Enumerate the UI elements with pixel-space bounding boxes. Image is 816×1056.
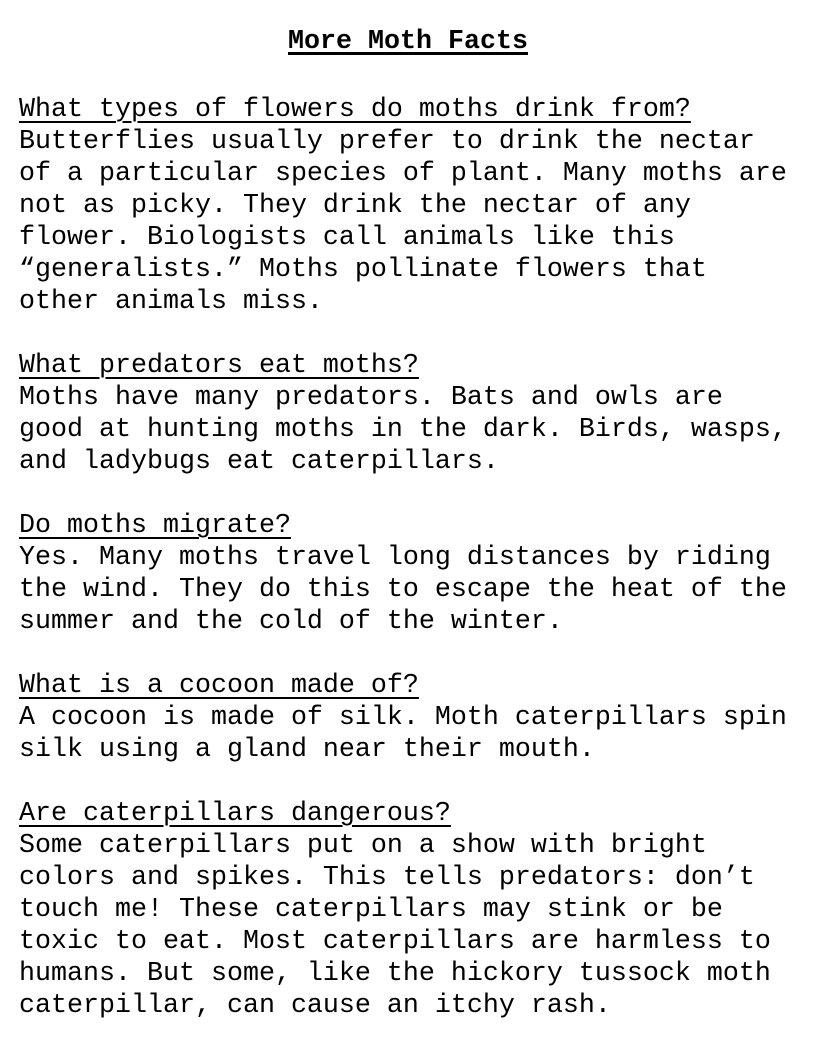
section-spacer — [19, 318, 809, 350]
answer-line: “generalists.” Moths pollinate flowers that — [19, 255, 707, 285]
page-title — [0, 24, 816, 60]
question-text: Do moths migrate? — [19, 511, 291, 541]
answer-line: good at hunting moths in the dark. Birds, wasps, — [19, 415, 787, 445]
answer-line: the wind. They do this to escape the heat of the — [19, 575, 787, 605]
answer-line: other animals miss. — [19, 287, 323, 317]
answer-line: silk using a gland near their mouth. — [19, 735, 595, 765]
section-answer — [19, 382, 809, 478]
answer-line: not as picky. They drink the nectar of any — [19, 191, 691, 221]
question-text: Are caterpillars dangerous? — [19, 799, 451, 829]
section-answer — [19, 830, 809, 1022]
section-question — [19, 350, 809, 382]
faq-section-flowers — [19, 94, 809, 318]
section-question — [19, 94, 809, 126]
section-spacer — [19, 638, 809, 670]
section-answer — [19, 126, 809, 318]
answer-line: Some caterpillars put on a show with bright — [19, 831, 707, 861]
answer-line: flower. Biologists call animals like this — [19, 223, 675, 253]
question-text: What is a cocoon made of? — [19, 671, 419, 701]
faq-section-cocoon — [19, 670, 809, 766]
section-question — [19, 798, 809, 830]
answer-line: Moths have many predators. Bats and owls are — [19, 383, 723, 413]
section-question — [19, 510, 809, 542]
page-title-text: More Moth Facts — [288, 27, 528, 57]
answer-line: touch me! These caterpillars may stink or be — [19, 895, 723, 925]
faq-section-migration — [19, 510, 809, 638]
section-answer — [19, 702, 809, 766]
document-body — [19, 94, 809, 1022]
question-text: What predators eat moths? — [19, 351, 419, 381]
section-answer — [19, 542, 809, 638]
answer-line: colors and spikes. This tells predators: don’t — [19, 863, 755, 893]
faq-section-caterpillars — [19, 798, 809, 1022]
answer-line: toxic to eat. Most caterpillars are harmless to — [19, 927, 771, 957]
answer-line: Butterflies usually prefer to drink the nectar — [19, 127, 755, 157]
answer-line: Yes. Many moths travel long distances by riding — [19, 543, 771, 573]
answer-line: humans. But some, like the hickory tussock moth — [19, 959, 771, 989]
section-spacer — [19, 766, 809, 798]
section-question — [19, 670, 809, 702]
answer-line: caterpillar, can cause an itchy rash. — [19, 991, 611, 1021]
faq-section-predators — [19, 350, 809, 478]
question-text: What types of flowers do moths drink from? — [19, 95, 691, 125]
section-spacer — [19, 478, 809, 510]
answer-line: and ladybugs eat caterpillars. — [19, 447, 499, 477]
answer-line: summer and the cold of the winter. — [19, 607, 563, 637]
answer-line: A cocoon is made of silk. Moth caterpillars spin — [19, 703, 787, 733]
answer-line: of a particular species of plant. Many moths are — [19, 159, 787, 189]
